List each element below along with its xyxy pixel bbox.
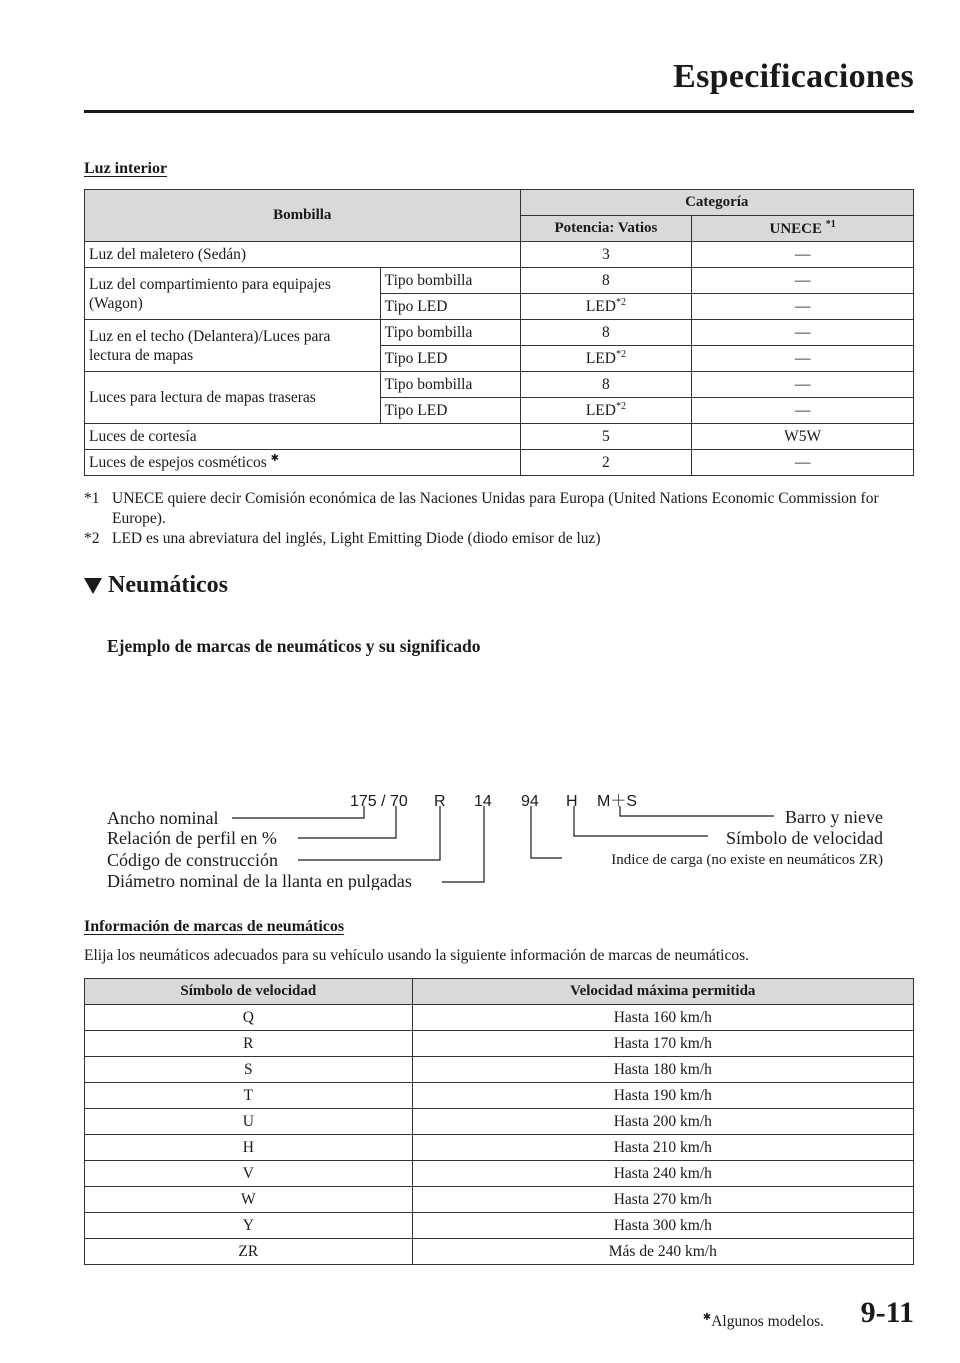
label-aspect-ratio: Relación de perfil en % <box>107 828 277 848</box>
table-row: Luz del maletero (Sedán) 3 — <box>85 242 914 268</box>
code-mud-snow: M＋S <box>597 793 638 810</box>
speed-symbol-cell: H <box>85 1135 413 1161</box>
code-load-index: 94 <box>521 793 539 810</box>
code-speed-symbol: H <box>566 793 578 810</box>
table-row <box>85 1005 914 1031</box>
table-row: Luz del compartimiento para equipajes (Wagon) Tipo bombilla 8 — <box>85 268 914 294</box>
interior-light-table <box>84 189 914 476</box>
speed-symbol-cell: Y <box>85 1213 413 1239</box>
triangle-down-icon <box>84 578 102 594</box>
speed-symbol-cell: Q <box>85 1005 413 1031</box>
footnotes <box>84 489 904 549</box>
speed-symbol-cell: U <box>85 1109 413 1135</box>
label-mud-snow: Barro y nieve <box>785 807 883 827</box>
tire-marking-diagram <box>0 780 960 890</box>
page-number: 9-11 <box>860 1296 914 1329</box>
marking-info-heading: Información de marcas de neumáticos <box>84 918 345 935</box>
tires-heading: Neumáticos <box>84 572 228 599</box>
code-width-ratio: 175 / 70 <box>350 793 408 810</box>
table-row <box>85 1161 914 1187</box>
col-max-speed: Velocidad máxima permitida <box>412 979 913 1005</box>
table-row <box>85 1109 914 1135</box>
col-speed-symbol: Símbolo de velocidad <box>85 979 413 1005</box>
table-row: Luces para lectura de mapas traseras Tipo bombilla 8 — <box>85 372 914 398</box>
tire-example-title: Ejemplo de marcas de neumáticos y su significado <box>107 636 481 656</box>
table-row <box>85 1083 914 1109</box>
max-speed-cell: Hasta 190 km/h <box>412 1083 913 1109</box>
max-speed-cell: Hasta 200 km/h <box>412 1109 913 1135</box>
label-rim-diameter: Diámetro nominal de la llanta en pulgadas <box>107 871 412 890</box>
col-power: Potencia: Vatios <box>520 216 692 242</box>
max-speed-cell: Hasta 170 km/h <box>412 1031 913 1057</box>
max-speed-cell: Hasta 210 km/h <box>412 1135 913 1161</box>
speed-symbol-table <box>84 978 914 1265</box>
interior-light-heading: Luz interior <box>84 160 168 177</box>
speed-symbol-cell: T <box>85 1083 413 1109</box>
col-unece: UNECE $^{*1}$ <box>692 216 914 242</box>
table-row <box>85 1135 914 1161</box>
max-speed-cell: Hasta 240 km/h <box>412 1161 913 1187</box>
table-row: Tipo LED LED$^{*2}$ — <box>85 294 914 320</box>
max-speed-cell: Hasta 180 km/h <box>412 1057 913 1083</box>
table-row <box>85 1239 914 1265</box>
label-speed-symbol: Símbolo de velocidad <box>726 828 883 848</box>
max-speed-cell: Hasta 300 km/h <box>412 1213 913 1239</box>
label-load-index: Indice de carga (no existe en neumáticos ZR) <box>611 852 883 868</box>
table-row <box>85 1057 914 1083</box>
table-row: Luz en el techo (Delantera)/Luces para lectura de mapas Tipo bombilla 8 — <box>85 320 914 346</box>
table-row <box>85 1031 914 1057</box>
max-speed-cell: Más de 240 km/h <box>412 1239 913 1265</box>
label-nominal-width: Ancho nominal <box>107 808 219 828</box>
footer-note: ✱Algunos modelos. <box>702 1312 824 1330</box>
code-construction: R <box>434 793 446 810</box>
marking-info-text: Elija los neumáticos adecuados para su vehículo usando la siguiente información de marcas de neumáticos. <box>84 947 749 964</box>
page-title: Especificaciones <box>673 58 914 95</box>
speed-symbol-cell: V <box>85 1161 413 1187</box>
table-row: Tipo LED LED$^{*2}$ — <box>85 398 914 424</box>
speed-symbol-cell: R <box>85 1031 413 1057</box>
speed-symbol-cell: W <box>85 1187 413 1213</box>
footnote: *2 LED es una abreviatura del inglés, Light Emitting Diode (diodo emisor de luz) <box>84 530 601 547</box>
table-row <box>85 1213 914 1239</box>
table-row: Luces de espejos cosméticos ✱ 2 — <box>85 450 914 476</box>
max-speed-cell: Hasta 270 km/h <box>412 1187 913 1213</box>
col-bulb: Bombilla <box>85 190 521 242</box>
table-row: Tipo LED LED$^{*2}$ — <box>85 346 914 372</box>
footnote: *1 UNECE quiere decir Comisión económica de las Naciones Unidas para Europa (United Nations Economic Commission for Europe). <box>84 490 879 527</box>
col-category: Categoría <box>520 190 914 216</box>
label-construction-code: Código de construcción <box>107 850 278 870</box>
header-rule <box>84 110 914 113</box>
max-speed-cell: Hasta 160 km/h <box>412 1005 913 1031</box>
speed-symbol-cell: S <box>85 1057 413 1083</box>
speed-symbol-cell: ZR <box>85 1239 413 1265</box>
table-row: Luces de cortesía 5 W5W <box>85 424 914 450</box>
table-row <box>85 1187 914 1213</box>
code-diameter: 14 <box>474 793 492 810</box>
